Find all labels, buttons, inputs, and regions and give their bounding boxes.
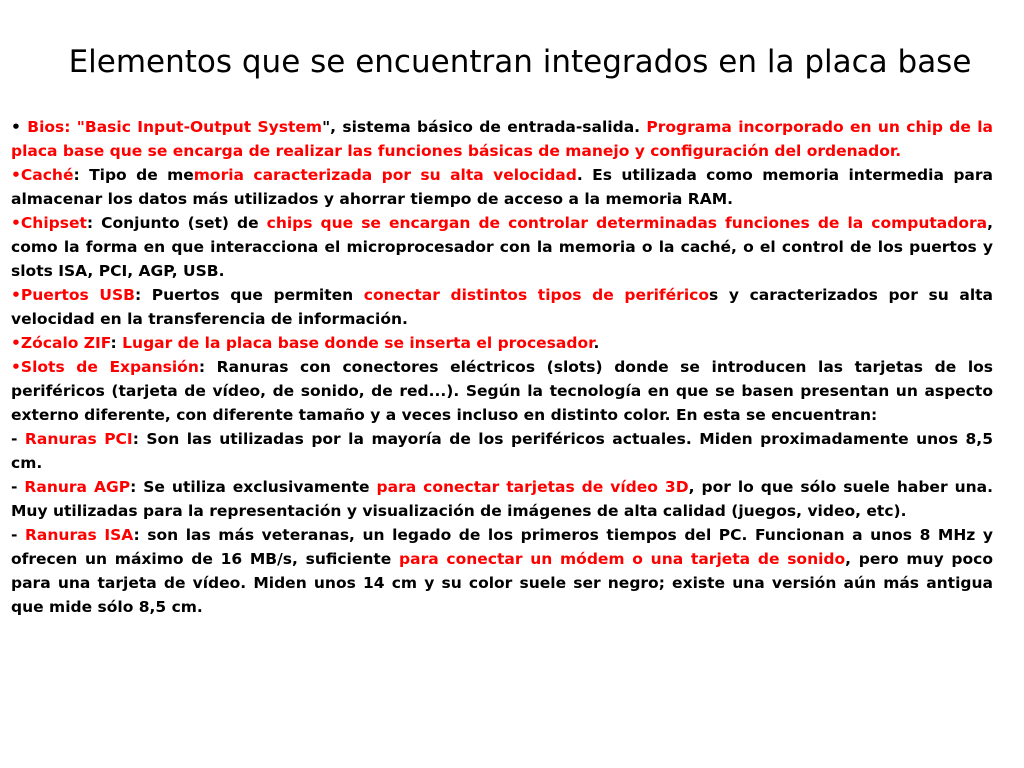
- text-run: Ranura AGP: [24, 478, 131, 496]
- item-zocalo-zif: [11, 331, 993, 355]
- text-run: : Tipo de me: [73, 166, 194, 184]
- text-run: moria caracterizada por su alta velocidad: [193, 166, 577, 184]
- text-run: : Son las utilizadas por la mayoría de los periféricos actuales. Miden proximadamente unos 8,5 cm.: [11, 430, 993, 472]
- text-run: -: [11, 430, 25, 448]
- text-run: -: [11, 526, 25, 544]
- item-chipset: [11, 211, 993, 283]
- text-run: chips que se encargan de controlar determinadas funciones de la computadora: [266, 214, 988, 232]
- item-cache: [11, 163, 993, 211]
- text-run: , pero muy poco para una tarjeta de vídeo. Miden unos 14 cm y su color suele ser negro; existe una versión aún más antigua que mide sólo 8,5 cm.: [11, 550, 993, 616]
- text-run: , como la forma en que interacciona el microprocesador con la memoria o la caché, o el control de los puertos y slots ISA, PCI, AGP, USB.: [11, 214, 993, 280]
- slide-title: Elementos que se encuentran integrados en la placa base: [68, 44, 972, 80]
- text-run: •Chipset: [11, 214, 87, 232]
- text-run: Ranuras ISA: [24, 526, 134, 544]
- text-run: Lugar de la placa base donde se inserta el procesador: [122, 334, 594, 352]
- item-puertos-usb: [11, 283, 993, 331]
- text-run: : Puertos que permiten: [134, 286, 364, 304]
- text-run: s y caracterizados por su alta velocidad en la transferencia de información.: [11, 286, 994, 328]
- text-run: •Puertos USB: [11, 286, 135, 304]
- text-run: para conectar un módem o una tarjeta de sonido: [399, 550, 846, 568]
- text-run: •Slots de Expansión: [11, 358, 199, 376]
- text-run: Bios: "Basic Input-Output System: [27, 118, 323, 136]
- text-run: Ranuras PCI: [24, 430, 133, 448]
- text-run: -: [11, 478, 25, 496]
- text-run: Programa incorporado en un chip de la placa base que se encarga de realizar las funciones básicas de manejo y configuración del ordenador.: [11, 118, 993, 160]
- text-run: •Zócalo ZIF: [11, 334, 111, 352]
- item-bios: [11, 115, 993, 163]
- item-ranuras-pci: [11, 427, 993, 475]
- text-run: ", sistema básico de entrada-salida.: [322, 118, 647, 136]
- text-run: : Se utiliza exclusivamente: [130, 478, 377, 496]
- text-run: •: [11, 118, 28, 136]
- text-run: .: [593, 334, 600, 352]
- text-run: : son las más veteranas, un legado de los primeros tiempos del PC. Funcionan a unos 8 MHz y ofrecen un máximo de 16 MB/s, suficiente: [11, 526, 993, 568]
- item-slots-expansion: [11, 355, 993, 427]
- slide-body: [11, 115, 993, 619]
- text-run: : Conjunto (set) de: [86, 214, 267, 232]
- text-run: :: [110, 334, 123, 352]
- text-run: •Caché: [11, 166, 74, 184]
- item-ranura-agp: [11, 475, 993, 523]
- text-run: : Ranuras con conectores eléctricos (slots) donde se introducen las tarjetas de los periféricos (tarjeta de vídeo, de sonido, de red...). Según la tecnología en que se basen presentan un aspecto externo diferente, con diferente tamaño y a veces incluso en distinto color. En esta se encuentran:: [11, 358, 994, 424]
- text-run: , por lo que sólo suele haber una. Muy utilizadas para la representación y visualización de imágenes de alta calidad (juegos, video, etc).: [11, 478, 993, 520]
- text-run: conectar distintos tipos de periférico: [363, 286, 709, 304]
- text-run: para conectar tarjetas de vídeo 3D: [376, 478, 689, 496]
- text-run: . Es utilizada como memoria intermedia para almacenar los datos más utilizados y ahorrar tiempo de acceso a la memoria RAM.: [11, 166, 993, 208]
- item-ranuras-isa: [11, 523, 993, 619]
